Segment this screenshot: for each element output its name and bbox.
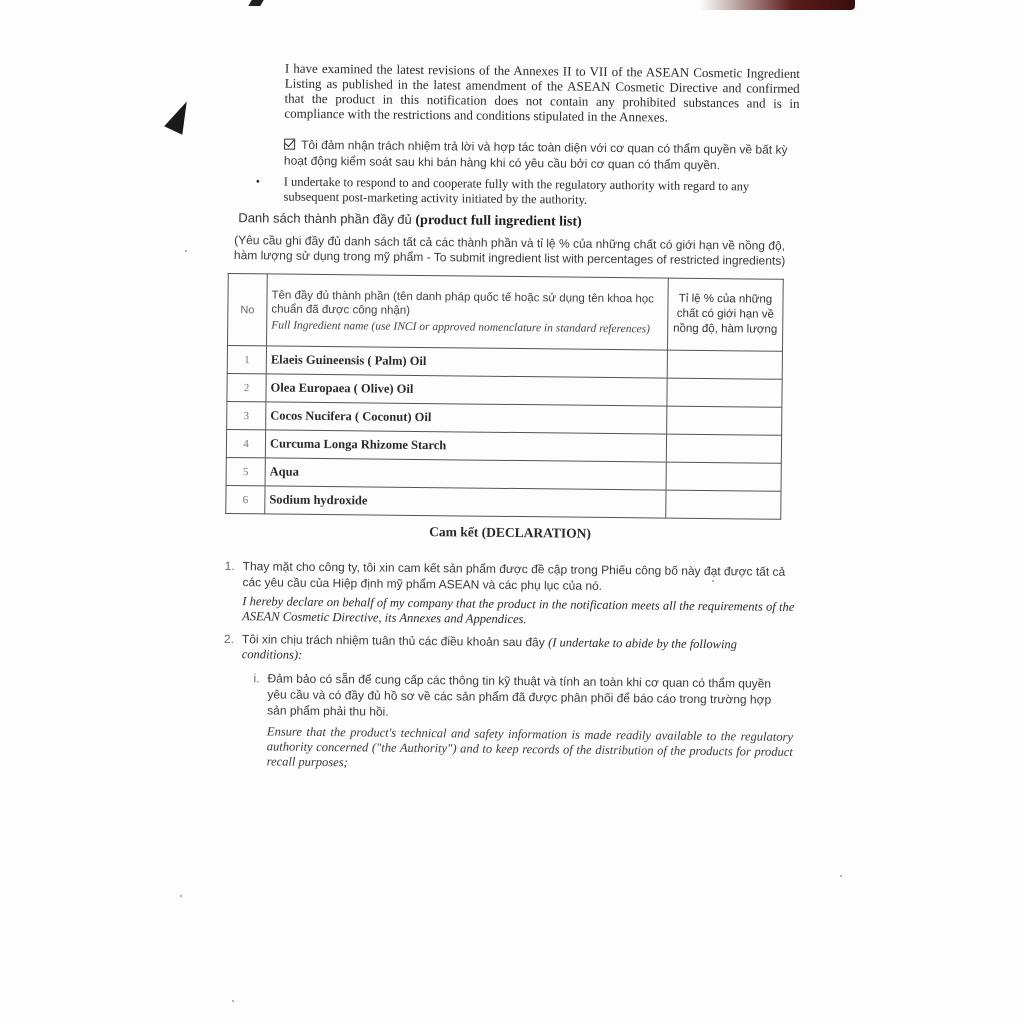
ingredient-name: Elaeis Guineensis ( Palm) Oil [266,346,667,378]
checked-box-icon [284,139,295,150]
row-number: 3 [227,401,266,429]
header-no: No [228,273,268,345]
bullet-dot-icon: • [255,174,261,189]
header-name-vi: Tên đầy đủ thành phần (tên danh pháp quốc tế hoặc sử dụng tên khoa học chuẩn đã được công nhận) [271,288,654,317]
paper-speck [185,250,187,252]
paper-speck [840,875,842,877]
commitment-en-text: I undertake to respond to and cooperate fully with the regulatory authority with regard to any subsequent post-marketing activity initiated by the authority. [283,174,750,207]
commitment-en [255,174,798,210]
ingredient-name: Olea Europaea ( Olive) Oil [266,374,667,406]
commitment-vi [284,137,799,174]
declaration-item-2i-vi [253,670,793,724]
declaration-item-2i-en: Ensure that the product's technical and safety information is made readily available to the regulatory authority concerned ("the Authority") and to keep records of the distribution of the products for product recall purposes; [266,724,794,770]
ingredient-name: Aqua [265,458,666,490]
header-name [267,274,669,350]
row-number: 2 [227,373,266,401]
subitem-number: i. [253,671,260,686]
section-title-vi: Danh sách thành phần đầy đủ [238,210,412,227]
header-percent: Tỉ lệ % của những chất có giới hạn về nồng độ, hàm lượng [667,278,783,351]
table-header-row [228,273,784,351]
declaration-item-2i-vi-text: Đảm bảo có sẵn để cung cấp các thông tin kỹ thuật và tính an toàn khi cơ quan có thẩm quyền yêu cầu và có đầy đủ hồ sơ về các sản phẩm đã được phân phối để báo cáo trong trường hợp sản phẩm phải thu hồi. [267,671,772,719]
declaration-item-1-vi-text: Thay mặt cho công ty, tôi xin cam kết sản phẩm được đề cập trong Phiếu công bố này đạt được tất cả các yêu cầu của Hiệp định mỹ phẩm ASEAN và các phụ lục của nó. [242,559,786,593]
ingredient-section-title [238,210,798,233]
item-number: 2. [223,631,235,647]
declaration-item-2 [224,632,794,668]
ingredient-percent [666,490,781,519]
declaration-title: Cam kết (DECLARATION) [429,524,592,541]
table-row [226,485,781,519]
declaration-item-2-en: (I undertake to abide by the following conditions): [241,635,738,662]
corner-fold-mark [164,97,196,134]
ingredient-name: Curcuma Longa Rhizome Starch [265,430,666,462]
section-title-en: (product full ingredient list) [415,212,582,230]
row-number: 4 [226,429,265,457]
ingredient-table [225,273,783,520]
row-number: 1 [227,345,266,373]
ingredient-name: Cocos Nucifera ( Coconut) Oil [266,402,667,434]
header-name-en: Full Ingredient name (use INCI or approved nomenclature in standard references) [271,318,651,335]
row-number: 6 [226,485,265,513]
item-number: 1. [224,558,235,574]
intro-paragraph: I have examined the latest revisions of the Annexes II to VII of the ASEAN Cosmetic Ingredient Listing as published in the latest amendment of the ASEAN Cosmetic Directive and confirmed that the product in this notification does not contain any prohibited substances and is in compliance with the restrictions and conditions stipulated in the Annexes. [284,60,800,125]
ingredient-name: Sodium hydroxide [265,486,666,518]
declaration-item-1-vi [224,558,794,596]
ingredient-section-note: (Yêu cầu ghi đầy đủ danh sách tất cả các thành phần và tỉ lệ % của những chất có giới hạn về nồng độ, hàm lượng sử dụng trong mỹ phẩm - To submit ingredient list with percentages of restricted ingredients) [233,233,786,268]
commitment-vi-text: Tôi đảm nhận trách nhiệm trả lời và hợp tác toàn diện với cơ quan có thẩm quyền về bất kỳ hoạt động kiểm soát sau khi bán hàng khi có yêu cầu bởi cơ quan có thẩm quyền. [283,137,788,173]
ingredient-percent [667,406,782,435]
ingredient-percent [667,350,782,379]
declaration-item-1-en: I hereby declare on behalf of my company that the product in the notification meets all the requirements of the ASEAN Cosmetic Directive, its Annexes and Appendices. [242,594,795,627]
document-content [223,60,800,775]
declaration-item-2-vi: Tôi xin chịu trách nhiệm tuân thủ các điều khoản sau đây [241,632,545,650]
paper-speck [232,1000,234,1002]
ingredient-percent [666,462,781,491]
pen-mark [248,0,263,6]
ingredient-percent [667,378,782,407]
paper-speck [180,895,182,897]
ingredient-percent [666,434,781,463]
paper-edge-shadow [700,0,855,10]
row-number: 5 [226,457,265,485]
